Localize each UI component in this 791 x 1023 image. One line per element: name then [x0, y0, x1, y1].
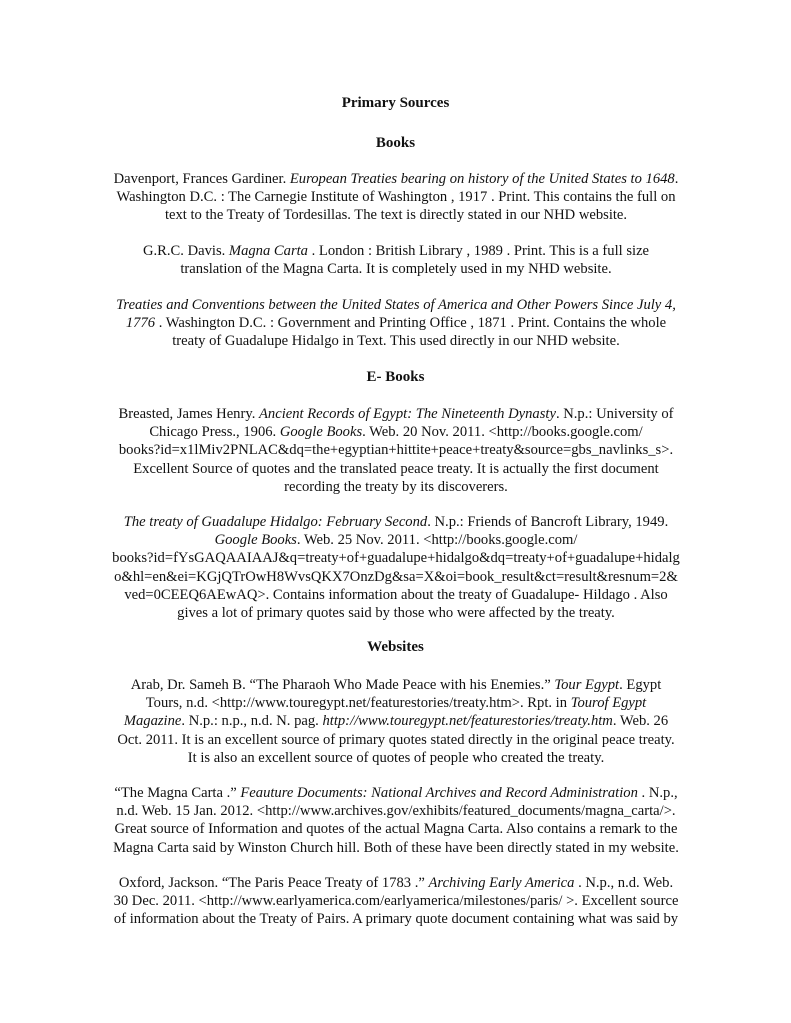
- citation-treaties-conventions: Treaties and Conventions between the United States of America and Other Powers Since July 4, 1776 . Washington D.C. : Government and Printing Office , 1871 . Print. Contains the whole treaty of Guadalupe Hidalgo in Text. This used directly in our NHD website.: [116, 297, 676, 350]
- citation-davis: G.R.C. Davis. Magna Carta . London : British Library , 1989 . Print. This is a full size translation of the Magna Carta. It is completely used in my NHD website.: [142, 243, 650, 278]
- section-heading-ebooks: E- Books: [366, 369, 425, 385]
- citation-breasted: Breasted, James Henry. Ancient Records of Egypt: The Nineteenth Dynasty. N.p.: University of Chicago Press., 1906. Google Books. Web. 20 Nov. 2011. <http://books.google.com/ books?id=x1lMiv2PNLAC&dq=the+egyptian+hittite+peace+treaty&source=gbs_navlinks_s>. Excellent Source of quotes and the translated peace treaty. It is actually the first document recording the treaty by its discoverers.: [118, 406, 674, 495]
- citation-oxford: Oxford, Jackson. “The Paris Peace Treaty of 1783 .” Archiving Early America . N.p., n.d. Web. 30 Dec. 2011. <http://www.earlyamerica.com/earlyamerica/milestones/paris/ >. Excellent source of information about the Treaty of Pairs. A primary quote document containing what was said by: [113, 875, 679, 928]
- citation-arab: Arab, Dr. Sameh B. “The Pharaoh Who Made Peace with his Enemies.” Tour Egypt. Egypt Tours, n.d. <http://www.touregypt.net/featurestories/treaty.htm>. Rpt. in Tourof Egypt Magazine. N.p.: n.p., n.d. N. pag. http://www.touregypt.net/featurestories/treaty.htm. Web. 26 Oct. 2011. It is an excellent source of primary quotes stated directly in the original peace treaty. It is also an excellent source of quotes of people who created the treaty.: [117, 677, 675, 766]
- citation-davenport: Davenport, Frances Gardiner. European Treaties bearing on history of the United States to 1648. Washington D.C. : The Carnegie Institute of Washington , 1917 . Print. This contains the full on text to the Treaty of Tordesillas. The text is directly stated in our NHD website.: [113, 171, 679, 224]
- section-heading-websites: Websites: [367, 639, 424, 655]
- citation-magna-carta: “The Magna Carta .” Feauture Documents: National Archives and Record Administration . N.p., n.d. Web. 15 Jan. 2012. <http://www.archives.gov/exhibits/featured_documents/magna_carta/>. Great source of Information and quotes of the actual Magna Carta. Also contains a remark to the Magna Carta said by Winston Church hill. Both of these have been directly stated in my website.: [113, 785, 679, 856]
- page-title: Primary Sources: [341, 95, 450, 111]
- citation-guadalupe-hidalgo: The treaty of Guadalupe Hidalgo: February Second. N.p.: Friends of Bancroft Library, 1949. Google Books. Web. 25 Nov. 2011. <http://books.google.com/ books?id=fYsGAQAAIAAJ&q=treaty+of+guadalupe+hidalgo&dq=treaty+of+guadalupe+hidalg o&hl=en&ei=KGjQTrOwH8WvsQKX7OnzDg&sa=X&oi=book_result&ct=result&resnum=2& ved=0CEEQ6AEwAQ>. Contains information about the treaty of Guadalupe- Hildago . Also gives a lot of primary quotes said by those who were affected by the treaty.: [112, 514, 680, 622]
- section-heading-books: Books: [375, 135, 416, 151]
